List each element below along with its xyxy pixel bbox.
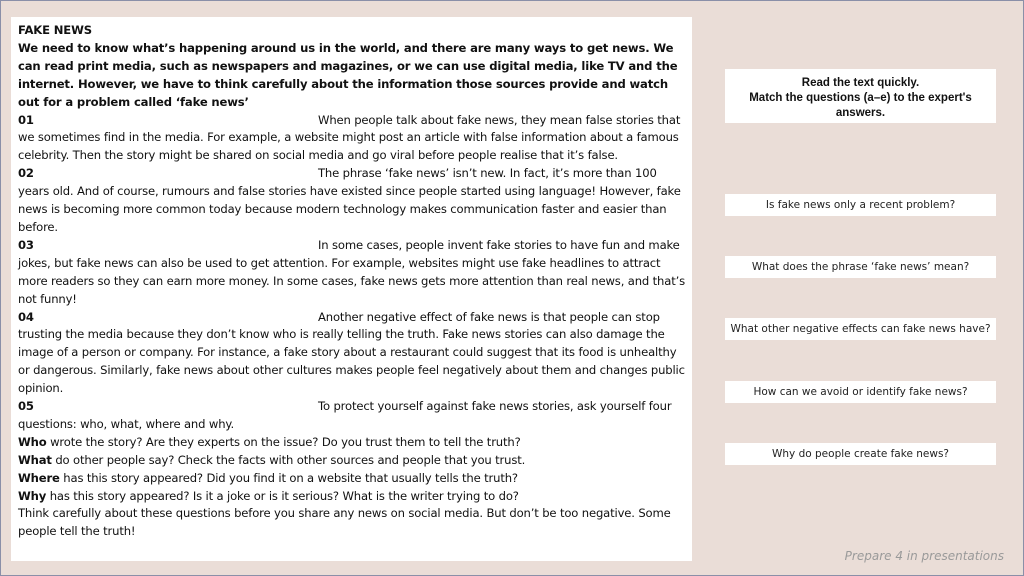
section-text: The phrase ‘fake news’ isn’t new. In fact, it’s more than 100 years old. And of course, rumours and false stories have existed since people started using language! However, fake news is becoming more common today because modern technology makes communication faster and easier than before. [18, 166, 681, 234]
question-rest: has this story appeared? Is it a joke or is it serious? What is the writer trying to do? [46, 488, 519, 503]
question-card-e[interactable]: Why do people create fake news? [725, 443, 996, 465]
question-word: What [18, 452, 52, 467]
section-text: In some cases, people invent fake stories to have fun and make jokes, but fake news can also be used to get attention. For example, websites might use fake headlines to attract more readers so they can earn more money. In some cases, fake news gets more attention than real news, and that’s not funny! [18, 237, 686, 306]
section-03 [18, 237, 686, 309]
question-card-c[interactable]: What other negative effects can fake news have? [725, 318, 996, 340]
article-text-box [11, 17, 692, 561]
instruction-box [725, 69, 996, 123]
section-text: To protect yourself against fake news stories, ask yourself four questions: who, what, where and why. [18, 399, 672, 431]
section-number: 03 [18, 237, 34, 252]
question-card-b[interactable]: What does the phrase ‘fake news’ mean? [725, 256, 996, 278]
question-who [18, 434, 686, 452]
section-04 [18, 309, 686, 399]
question-word: Why [18, 488, 47, 503]
question-rest: has this story appeared? Did you find it on a website that usually tells the truth? [59, 470, 518, 485]
question-card-d[interactable]: How can we avoid or identify fake news? [725, 381, 996, 403]
question-word: Where [18, 470, 60, 485]
section-number: 01 [18, 112, 34, 127]
article-closing: Think carefully about these questions before you share any news on social media. But don’t be too negative. Some people tell the truth! [18, 506, 671, 539]
section-05 [18, 398, 686, 434]
question-card-a[interactable]: Is fake news only a recent problem? [725, 194, 996, 216]
question-word: Who [18, 434, 47, 449]
question-rest: wrote the story? Are they experts on the issue? Do you trust them to tell the truth? [46, 434, 521, 449]
article-intro: We need to know what’s happening around us in the world, and there are many ways to get news. We can read print media, such as newspapers and magazines, or we can use digital media, like TV and the internet. However, we have to think carefully about the information those sources provide and watch out for a problem called ‘fake news’ [18, 40, 678, 109]
section-text: When people talk about fake news, they mean false stories that we sometimes find in the media. For example, a website might post an article with false information about a famous celebrity. Then the story might be shared on social media and go viral before people realise that it’s false. [18, 112, 681, 163]
section-number: 04 [18, 309, 34, 324]
instruction-line-2: Match the questions (a–e) to the expert's answers. [749, 92, 972, 119]
section-01 [18, 112, 686, 166]
question-rest: do other people say? Check the facts with other sources and people that you trust. [51, 452, 526, 467]
footer-text: Prepare 4 in presentations [844, 549, 1004, 563]
instruction-line-1: Read the text quickly. [801, 77, 920, 89]
article-title: FAKE NEWS [18, 23, 92, 37]
question-why [18, 488, 686, 506]
section-number: 02 [18, 166, 34, 181]
question-what [18, 452, 686, 470]
question-where [18, 470, 686, 488]
section-text: Another negative effect of fake news is that people can stop trusting the media because they don’t know who is really telling the truth. Fake news stories can also damage the image of a person or company. For instance, a fake story about a restaurant could suggest that its food is unhealthy or dangerous. Similarly, fake news about other cultures makes people feel negatively about them and changes public opinion. [18, 309, 685, 396]
section-02 [18, 165, 686, 237]
section-number: 05 [18, 399, 34, 414]
